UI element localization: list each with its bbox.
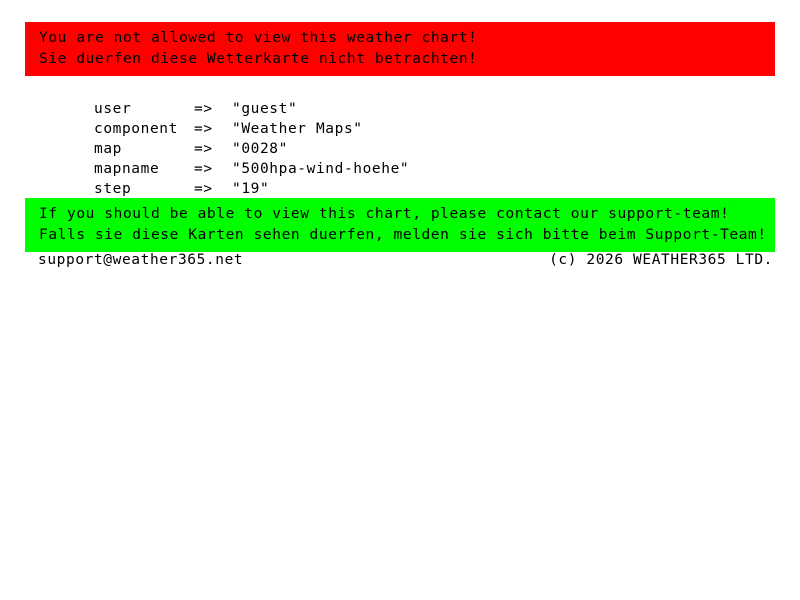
detail-key-step: step xyxy=(93,181,132,197)
detail-key-component: component xyxy=(93,121,178,137)
detail-key-user: user xyxy=(93,101,132,117)
error-banner-line-de: Sie duerfen diese Wetterkarte nicht betrachten! xyxy=(39,51,478,67)
footer xyxy=(38,250,773,270)
detail-row xyxy=(38,79,409,117)
copyright-text: (c) 2026 WEATHER365 LTD. xyxy=(549,252,773,268)
detail-arrow: => xyxy=(193,101,213,117)
request-details xyxy=(38,79,410,197)
detail-arrow: => xyxy=(193,141,213,157)
detail-arrow: => xyxy=(193,121,213,137)
detail-value-map: "0028" xyxy=(231,141,288,157)
detail-value-user: "guest" xyxy=(231,101,298,117)
error-banner xyxy=(25,22,775,76)
error-banner-line-en: You are not allowed to view this weather chart! xyxy=(39,30,478,46)
support-banner xyxy=(25,198,775,252)
detail-value-mapname: "500hpa-wind-hoehe" xyxy=(231,161,410,177)
detail-value-step: "19" xyxy=(231,181,270,197)
detail-value-component: "Weather Maps" xyxy=(231,121,363,137)
detail-arrow: => xyxy=(193,181,213,197)
support-banner-line-de: Falls sie diese Karten sehen duerfen, melden sie sich bitte beim Support-Team! xyxy=(39,227,767,243)
detail-arrow: => xyxy=(193,161,213,177)
support-banner-line-en: If you should be able to view this chart, please contact our support-team! xyxy=(39,206,730,222)
detail-key-map: map xyxy=(93,141,122,157)
support-email-link[interactable]: support@weather365.net xyxy=(38,252,244,268)
detail-key-mapname: mapname xyxy=(93,161,160,177)
